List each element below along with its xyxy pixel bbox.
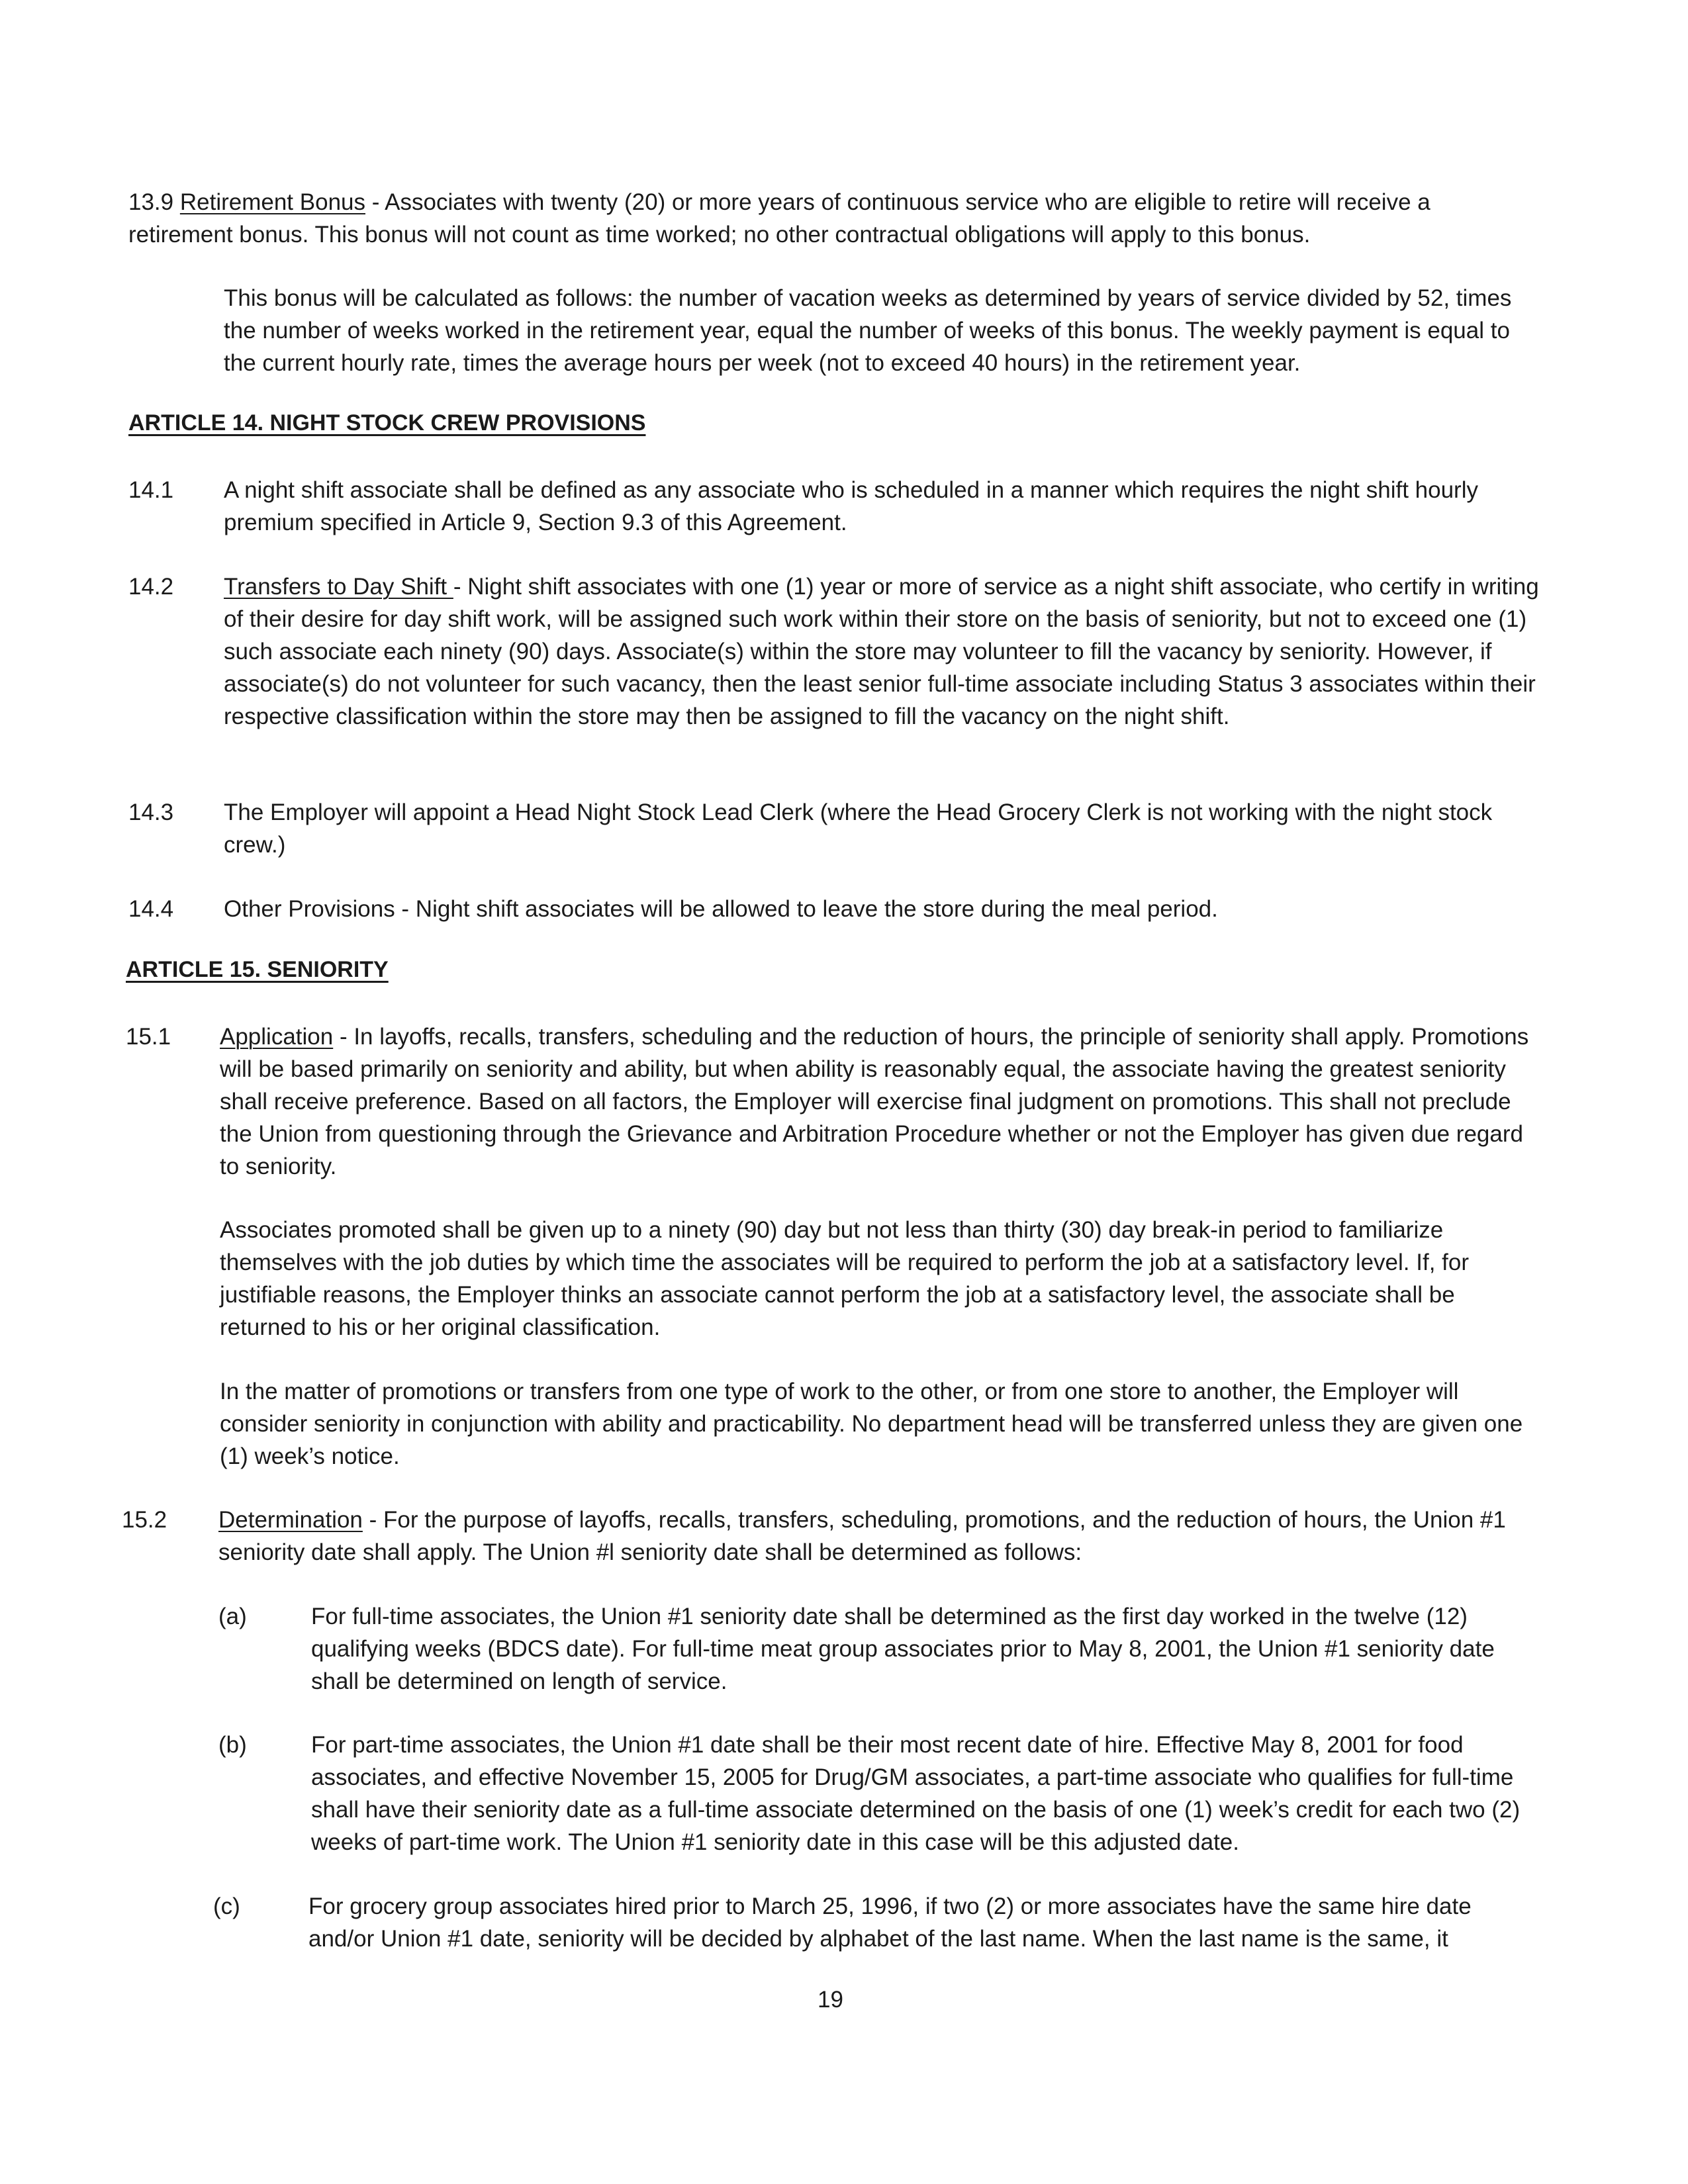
- section-15-1-para-2: Associates promoted shall be given up to a ninety (90) day but not less than thirty (30) day break-in period to familiarize themselves with the job duties by which time the associates will be required to perform the job at a satisfactory level. If, for justifiable reasons, the Employer thinks an associate cannot perform the job at a satisfactory level, the associate shall be returned to his or her original classification.: [220, 1217, 1469, 1340]
- section-13-9-para-2: This bonus will be calculated as follows: the number of vacation weeks as determined by years of service divided by 52, times the number of weeks worked in the retirement year, equal the number of weeks of this bonus. The weekly payment is equal to the current hourly rate, times the average hours per week (not to exceed 40 hours) in the retirement year.: [224, 285, 1512, 376]
- section-15-1-para-3: In the matter of promotions or transfers from one type of work to the other, or from one store to another, the Employer will consider seniority in conjunction with ability and practicability. No department head will be transferred unless they are given one (1) week’s notice.: [220, 1379, 1523, 1469]
- section-number: 14.2: [128, 574, 174, 600]
- section-text: - Associates with twenty (20) or more years of continuous service who are eligible to retire will receive a retirement bonus. This bonus will not count as time worked; no other contractual obligations will apply to this bonus.: [128, 189, 1430, 248]
- section-text: Other Provisions - Night shift associates will be allowed to leave the store during the meal period.: [224, 896, 1218, 922]
- article-15-heading: ARTICLE 15. SENIORITY: [126, 957, 389, 982]
- section-number: 14.4: [128, 896, 174, 922]
- list-item-text: For full-time associates, the Union #1 seniority date shall be determined as the first day worked in the twelve (12) qualifying weeks (BDCS date). For full-time meat group associates prior to May 8, 2001, the Union #1 seniority date shall be determined on length of service.: [311, 1604, 1495, 1694]
- list-item-text: For part-time associates, the Union #1 date shall be their most recent date of hire. Effective May 8, 2001 for food associates, and effective November 15, 2005 for Drug/GM associates, a part-time associate who qualifies for full-time shall have their seniority date as a full-time associate determined on the basis of one (1) week’s credit for each two (2) weeks of part-time work. The Union #1 seniority date in this case will be this adjusted date.: [311, 1732, 1521, 1855]
- list-item-label: (c): [213, 1893, 240, 1919]
- section-body: [218, 1504, 1542, 1569]
- list-item-text: For grocery group associates hired prior to March 25, 1996, if two (2) or more associates have the same hire date and/or Union #1 date, seniority will be decided by alphabet of the last name. When the last name is the same, it: [308, 1893, 1472, 1952]
- section-body: [220, 1021, 1544, 1183]
- article-14-heading: ARTICLE 14. NIGHT STOCK CREW PROVISIONS: [128, 410, 646, 435]
- section-number: 14.1: [128, 477, 174, 503]
- section-title: Retirement Bonus: [179, 189, 365, 215]
- page-number: 19: [818, 1987, 843, 2013]
- list-item-label: (b): [218, 1732, 247, 1758]
- section-number: 15.2: [122, 1507, 167, 1533]
- section-text: - For the purpose of layoffs, recalls, transfers, scheduling, promotions, and the reduction of hours, the Union #1 seniority date shall apply. The Union #l seniority date shall be determined as follows:: [218, 1507, 1506, 1565]
- section-title: Transfers to Day Shift: [224, 574, 453, 600]
- section-number: 14.3: [128, 799, 174, 825]
- section-number: 15.1: [126, 1024, 171, 1050]
- section-text: - Night shift associates with one (1) year or more of service as a night shift associate, who certify in writing of their desire for day shift work, will be assigned such work within their store on the basis of seniority, but not to exceed one (1) such associate each ninety (90) days. Associate(s) within the store may volunteer to fill the vacancy by seniority. However, if associate(s) do not volunteer for such vacancy, then the least senior full-time associate including Status 3 associates within their respective classification within the store may then be assigned to fill the vacancy on the night shift.: [224, 574, 1539, 729]
- section-13-9: [128, 186, 1538, 251]
- section-text: - In layoffs, recalls, transfers, scheduling and the reduction of hours, the principle of seniority shall apply. Promotions will be based primarily on seniority and ability, but when ability is reasonably equal, the associate having the greatest seniority shall receive preference. Based on all factors, the Employer will exercise final judgment on promotions. This shall not preclude the Union from questioning through the Grievance and Arbitration Procedure whether or not the Employer has given due regard to seniority.: [220, 1024, 1529, 1179]
- section-text: The Employer will appoint a Head Night Stock Lead Clerk (where the Head Grocery Clerk is not working with the night stock crew.): [224, 799, 1493, 858]
- section-13-9-first-para: [128, 186, 1538, 251]
- section-title: Application: [220, 1024, 334, 1050]
- section-number: 13.9: [128, 189, 174, 215]
- section-body: [224, 570, 1541, 733]
- section-text: A night shift associate shall be defined as any associate who is scheduled in a manner which requires the night shift hourly premium specified in Article 9, Section 9.3 of this Agreement.: [224, 477, 1478, 535]
- section-title: Determination: [218, 1507, 363, 1533]
- list-item-label: (a): [218, 1604, 247, 1629]
